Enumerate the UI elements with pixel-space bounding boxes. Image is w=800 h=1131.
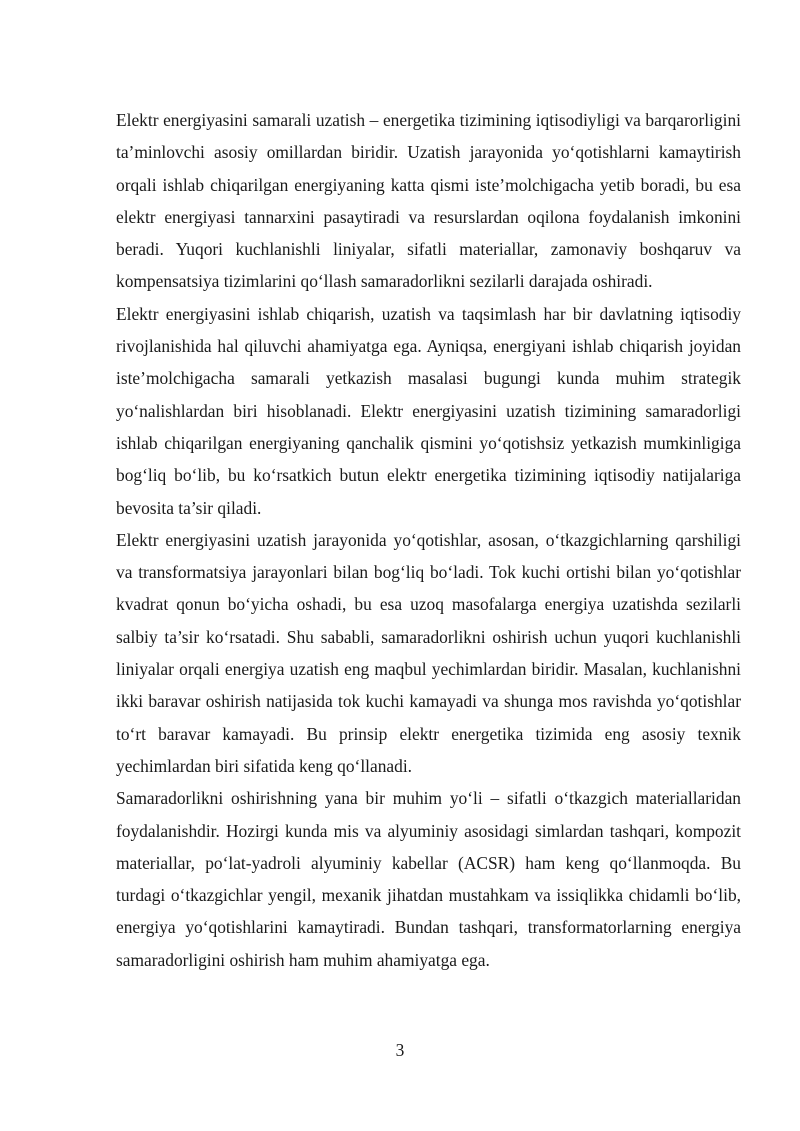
paragraph-4: Samaradorlikni oshirishning yana bir muhim yo‘li – sifatli o‘tkazgich materiallaridan foydalanishdir. Hozirgi kunda mis va alyuminiy asosidagi simlardan tashqari, kompozit materiallar, po‘lat-yadroli alyuminiy kabellar (ACSR) ham keng qo‘llanmoqda. Bu turdagi o‘tkazgichlar yengil, mexanik jihatdan mustahkam va issiqlikka chidamli bo‘lib, energiya yo‘qotishlarini kamaytiradi. Bundan tashqari, transformatorlarning energiya samaradorligini oshirish ham muhim ahamiyatga ega. (116, 788, 741, 970)
document-body (116, 104, 741, 976)
paragraph-3: Elektr energiyasini uzatish jarayonida yo‘qotishlar, asosan, o‘tkazgichlarning qarshiligi va transformatsiya jarayonlari bilan bog‘liq bo‘ladi. Tok kuchi ortishi bilan yo‘qotishlar kvadrat qonun bo‘yicha oshadi, bu esa uzoq masofalarga energiya uzatishda sezilarli salbiy ta’sir ko‘rsatadi. Shu sababli, samaradorlikni oshirish uchun yuqori kuchlanishli liniyalar orqali energiya uzatish eng maqbul yechimlardan biridir. Masalan, kuchlanishni ikki baravar oshirish natijasida tok kuchi kamayadi va shunga mos ravishda yo‘qotishlar to‘rt baravar kamayadi. Bu prinsip elektr energetika tizimida eng asosiy texnik yechimlardan biri sifatida keng qo‘llanadi. (116, 529, 741, 776)
page-number: 3 (395, 1040, 405, 1060)
paragraph-1: Elektr energiyasini samarali uzatish – energetika tizimining iqtisodiyligi va barqarorligini ta’minlovchi asosiy omillardan biridir. Uzatish jarayonida yo‘qotishlarni kamaytirish orqali ishlab chiqarilgan energiyaning katta qismi iste’molchigacha yetib boradi, bu esa elektr energiyasi tannarxini pasaytiradi va resurslardan oqilona foydalanish imkonini beradi. Yuqori kuchlanishli liniyalar, sifatli materiallar, zamonaviy boshqaruv va kompensatsiya tizimlarini qo‘llash samaradorlikni sezilarli darajada oshiradi. (116, 110, 741, 292)
paragraph-2: Elektr energiyasini ishlab chiqarish, uzatish va taqsimlash har bir davlatning iqtisodiy rivojlanishida hal qiluvchi ahamiyatga ega. Ayniqsa, energiyani ishlab chiqarish joyidan iste’molchigacha samarali yetkazish masalasi bugungi kunda muhim strategik yo‘nalishlardan biri hisoblanadi. Elektr energiyasini uzatish tizimining samaradorligi ishlab chiqarilgan energiyaning qanchalik qismini yo‘qotishsiz yetkazish mumkinligiga bog‘liq bo‘lib, bu ko‘rsatkich butun elektr energetika tizimining iqtisodiy natijalariga bevosita ta’sir qiladi. (116, 303, 741, 518)
